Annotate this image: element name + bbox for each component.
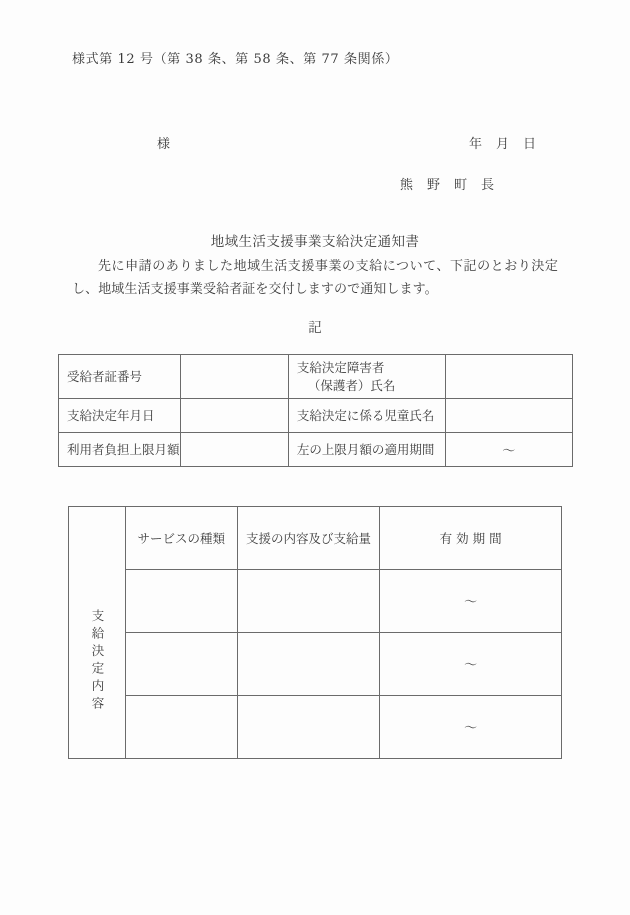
cell-label-beneficiary-name <box>288 355 445 399</box>
cell-value-cap-period[interactable]: 〜 <box>445 433 573 467</box>
table-header-row <box>69 507 562 570</box>
page-title: 地域生活支援事業支給決定通知書 <box>210 234 420 250</box>
table-row <box>59 433 573 467</box>
cell-value-child-name[interactable] <box>445 399 573 433</box>
header-service-kind: サービスの種類 <box>126 507 238 570</box>
table-row <box>59 399 573 433</box>
table-row <box>69 632 562 695</box>
table-row <box>59 355 573 399</box>
cell-value-decision-date[interactable] <box>181 399 289 433</box>
cell-label-cap-period: 左の上限月額の適用期間 <box>288 433 445 467</box>
cell-label-decision-date: 支給決定年月日 <box>59 399 181 433</box>
cell-service-kind[interactable] <box>126 695 238 758</box>
ki-marker: 記 <box>308 320 322 336</box>
cell-service-content[interactable] <box>237 569 380 632</box>
cell-service-content[interactable] <box>237 632 380 695</box>
service-decision-table <box>68 506 562 759</box>
table-row <box>69 695 562 758</box>
cell-valid-period[interactable]: 〜 <box>380 695 562 758</box>
cell-valid-period[interactable]: 〜 <box>380 569 562 632</box>
cell-label-monthly-cap: 利用者負担上限月額 <box>59 433 181 467</box>
form-number: 様式第 12 号（第 38 条、第 58 条、第 77 条関係） <box>72 52 399 67</box>
body-paragraph: 先に申請のありました地域生活支援事業の支給について、下記のとおり決定し、地域生活支援事業受給者証を交付しますので通知します。 <box>72 259 558 297</box>
table-row <box>69 569 562 632</box>
cell-value-monthly-cap[interactable] <box>181 433 289 467</box>
header-service-content: 支援の内容及び支給量 <box>237 507 380 570</box>
cell-label-child-name: 支給決定に係る児童氏名 <box>288 399 445 433</box>
cell-service-kind[interactable] <box>126 632 238 695</box>
header-valid-period: 有効期間 <box>380 507 562 570</box>
cell-value-beneficiary-name[interactable] <box>445 355 573 399</box>
cell-value-recipient-number[interactable] <box>181 355 289 399</box>
side-label-text: 支給決定内容 <box>90 609 105 715</box>
cell-label-recipient-number: 受給者証番号 <box>59 355 181 399</box>
side-label-decision-content <box>69 569 126 758</box>
beneficiary-name-line2: （保護者）氏名 <box>307 377 396 393</box>
cell-service-content[interactable] <box>237 695 380 758</box>
addressee-honorific: 様 <box>157 137 171 152</box>
side-label-spacer <box>69 507 126 570</box>
basic-info-table <box>58 354 573 467</box>
beneficiary-name-line1: 支給決定障害者 <box>296 359 385 375</box>
cell-service-kind[interactable] <box>126 569 238 632</box>
issuer-name: 熊 野 町 長 <box>400 178 495 193</box>
date-line: 年 月 日 <box>469 137 537 152</box>
cell-valid-period[interactable]: 〜 <box>380 632 562 695</box>
